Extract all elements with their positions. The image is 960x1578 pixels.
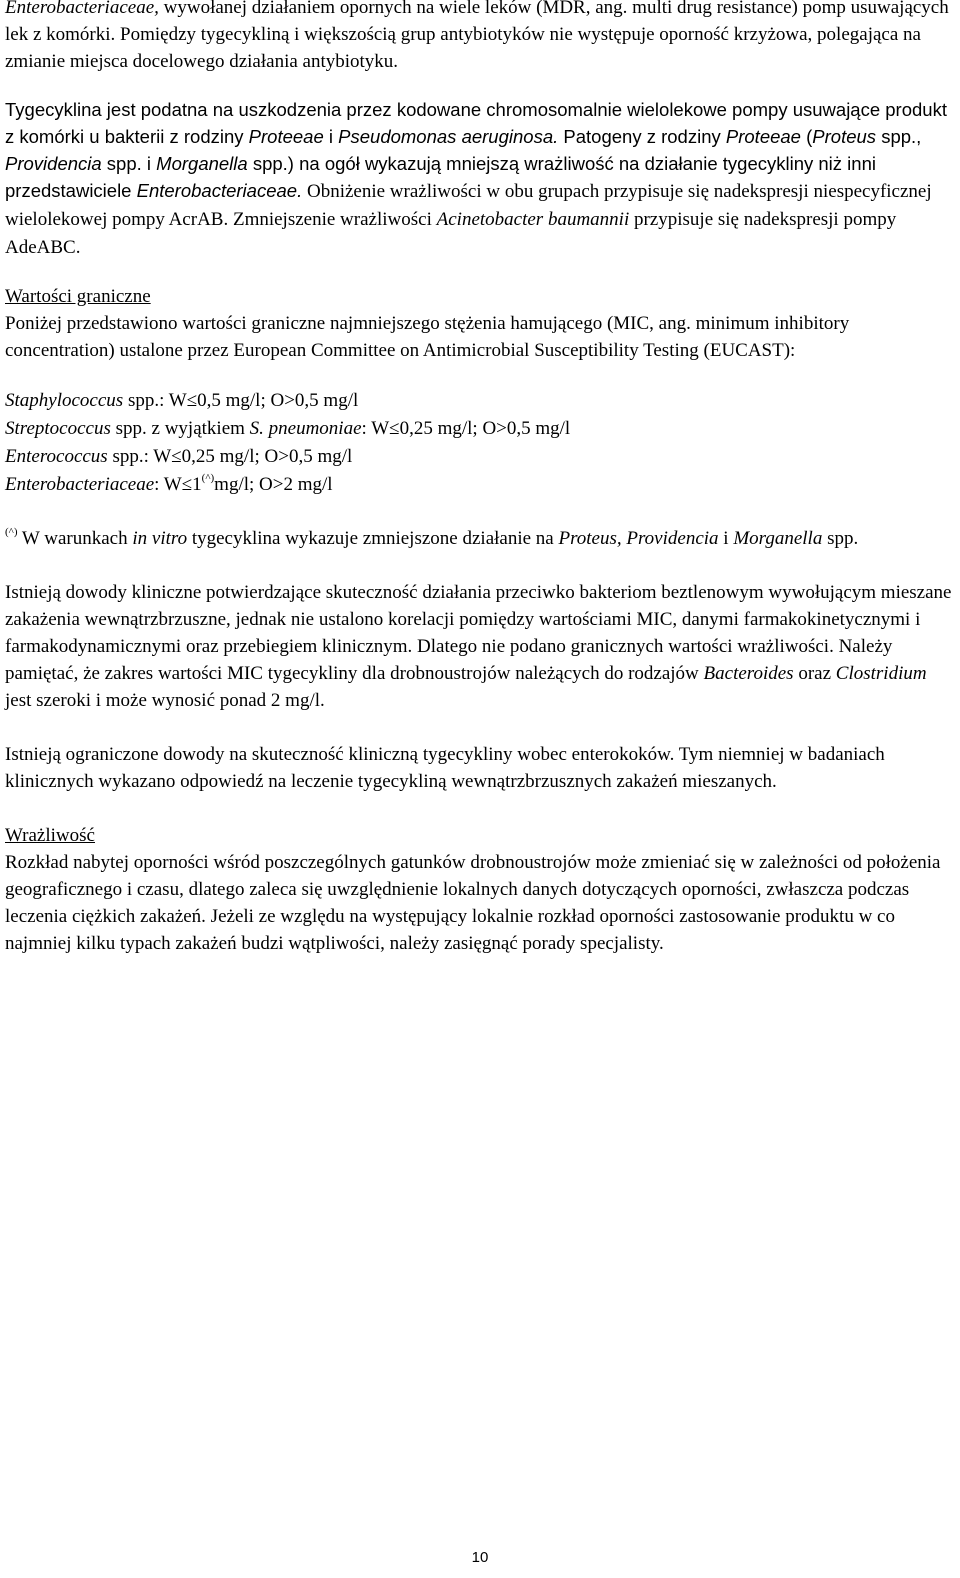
breakpoint-staphylococcus: Staphylococcus spp.: W≤0,5 mg/l; O>0,5 mg/l xyxy=(5,390,359,411)
breakpoint-enterobacteriaceae: Enterobacteriaceae: W≤1(^)mg/l; O>2 mg/l xyxy=(5,472,333,495)
paragraph-chromosomal-pumps: Tygecyklina jest podatna na uszkodzenia przez kodowane chromosomalnie wielolekowe pompy usuwające produkt z komórki u bakterii z rodziny Proteeae i Pseudomonas aeruginosa. Patogeny z rodziny Proteeae (Proteus spp., Providencia spp. i Morganella spp.) na ogół wykazują mniejszą wrażliwość na działanie tygecykliny niż inni przedstawiciele Enterobacteriaceae. Obniżenie wrażliwości w obu grupach przypisuje się nadekspresji niespecyficznej wielolekowej pompy AcrAB. Zmniejszenie wrażliwości Acinetobacter baumannii przypisuje się nadekspresji pompy AdeABC. xyxy=(5,99,947,258)
breakpoint-streptococcus: Streptococcus spp. z wyjątkiem S. pneumoniae: W≤0,25 mg/l; O>0,5 mg/l xyxy=(5,418,571,439)
breakpoint-enterococcus: Enterococcus spp.: W≤0,25 mg/l; O>0,5 mg/l xyxy=(5,446,353,467)
paragraph-efflux-pumps: Enterobacteriaceae, wywołanej działaniem opornych na wiele leków (MDR, ang. multi drug resistance) pomp usuwających lek z komórki. Pomiędzy tygecykliną i większością grup antybiotyków nie występuje oporność krzyżowa, polegająca na zmianie miejsca docelowego działania antybiotyku. xyxy=(5,0,949,72)
heading-susceptibility: Wrażliwość xyxy=(5,825,95,846)
paragraph-susceptibility: Rozkład nabytej oporności wśród poszczególnych gatunków drobnoustrojów może zmieniać się w zależności od położenia geograficznego i czasu, dlatego zaleca się uwzględnienie lokalnych danych dotyczących oporności, zwłaszcza podczas leczenia ciężkich zakażeń. Jeżeli ze względu na występujący lokalnie rozkład oporności zastosowanie produktu w co najmniej kilku typach zakażeń budzi wątpliwości, należy zasięgnąć porady specjalisty. xyxy=(5,852,941,954)
breakpoints-intro: Poniżej przedstawiono wartości graniczne najmniejszego stężenia hamującego (MIC, ang. minimum inhibitory concentration) ustalone przez European Committee on Antimicrobial Susceptibility Testing (EUCAST): xyxy=(5,313,850,361)
paragraph-enterococci: Istnieją ograniczone dowody na skuteczność kliniczną tygecykliny wobec enterokoków. Tym niemniej w badaniach klinicznych wykazano odpowiedź na leczenie tygecykliną wewnątrzbrzusznych zakażeń mieszanych. xyxy=(5,744,885,792)
page-number: 10 xyxy=(471,1549,489,1566)
document-page xyxy=(5,0,957,957)
heading-breakpoints: Wartości graniczne xyxy=(5,286,151,307)
breakpoint-footnote: (^) W warunkach in vitro tygecyklina wykazuje zmniejszone działanie na Proteus, Providencia i Morganella spp. xyxy=(5,526,859,549)
paragraph-anaerobes: Istnieją dowody kliniczne potwierdzające skuteczność działania przeciwko bakteriom beztlenowym wywołującym mieszane zakażenia wewnątrzbrzuszne, jednak nie ustalono korelacji pomiędzy wartościami MIC, danymi farmakokinetycznymi i farmakodynamicznymi oraz przebiegiem klinicznym. Dlatego nie podano granicznych wartości wrażliwości. Należy pamiętać, że zakres wartości MIC tygecykliny dla drobnoustrojów należących do rodzajów Bacteroides oraz Clostridium jest szeroki i może wynosić ponad 2 mg/l. xyxy=(5,582,952,711)
